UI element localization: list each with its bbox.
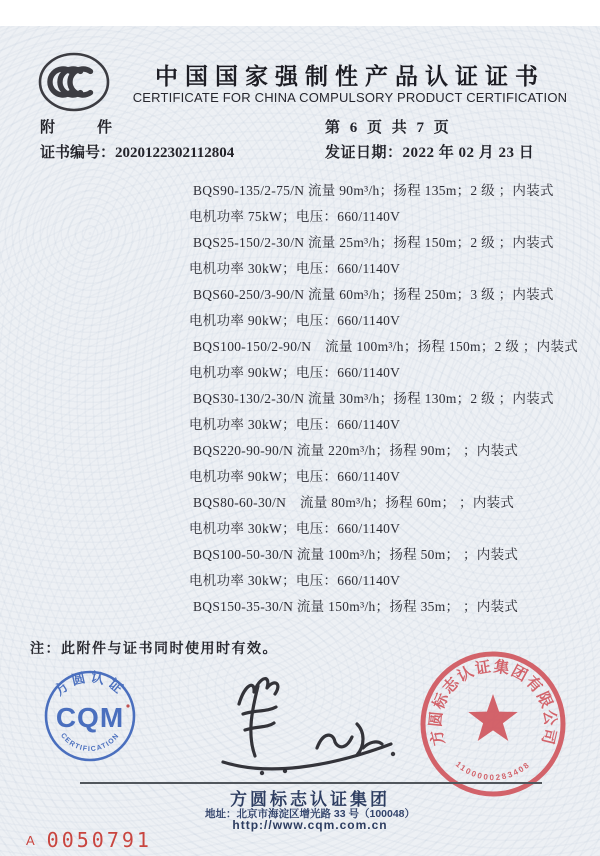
product-model-line: BQS100-150/2-90/N 流量 100m³/h；扬程 150m；2 级 ；内装式 bbox=[193, 339, 579, 354]
svg-text:1100000283408 bbox=[454, 760, 532, 782]
product-model-line: BQS80-60-30/N 流量 80m³/h；扬程 60m； ；内装式 bbox=[193, 495, 515, 510]
certificate-title-en: CERTIFICATE FOR CHINA COMPULSORY PRODUCT CERTIFICATION bbox=[132, 90, 568, 105]
product-power-line: 电机功率 30kW；电压：660/1140V bbox=[189, 521, 401, 536]
product-power-line: 电机功率 30kW；电压：660/1140V bbox=[189, 261, 401, 276]
product-model-line: BQS25-150/2-30/N 流量 25m³/h；扬程 150m；2 级 ；内装式 bbox=[193, 235, 554, 250]
certificate-number-label: 证书编号： bbox=[40, 145, 116, 161]
seal-star-icon bbox=[468, 694, 517, 741]
footer-website: http://www.cqm.com.cn bbox=[232, 818, 388, 832]
footer-divider bbox=[80, 782, 542, 784]
product-list bbox=[0, 178, 600, 620]
certificate-page bbox=[0, 26, 600, 856]
form-serial-prefix: A bbox=[26, 833, 35, 848]
product-power-line: 电机功率 90kW；电压：660/1140V bbox=[189, 365, 401, 380]
issue-date-row bbox=[325, 141, 534, 162]
cqm-logo-reg-dot bbox=[126, 704, 129, 707]
product-model-line: BQS60-250/3-90/N 流量 60m³/h；扬程 250m；3 级 ；内装式 bbox=[193, 287, 554, 302]
certificate-number-value: 2020122302112804 bbox=[115, 145, 235, 161]
signature bbox=[205, 662, 405, 777]
cqm-logo bbox=[42, 668, 138, 764]
product-power-line: 电机功率 90kW；电压：660/1140V bbox=[189, 469, 401, 484]
page-info: 第 6 页 共 7 页 bbox=[325, 120, 452, 136]
product-power-line: 电机功率 75kW；电压：660/1140V bbox=[189, 209, 401, 224]
product-model-line: BQS150-35-30/N 流量 150m³/h；扬程 35m； ；内装式 bbox=[193, 599, 519, 614]
issue-date-label: 发证日期： bbox=[325, 145, 403, 161]
form-serial-number: 0050791 bbox=[46, 828, 152, 852]
certificate-number-row bbox=[40, 141, 234, 162]
footer-address: 地址：北京市海淀区增光路 33 号（100048） bbox=[204, 808, 416, 820]
seal-serial-text: 1100000283408 bbox=[453, 759, 533, 783]
svg-text:CERTIFICATION bbox=[59, 732, 121, 753]
product-model-line: BQS100-50-30/N 流量 100m³/h；扬程 50m； ；内装式 bbox=[193, 547, 519, 562]
seal-ring-text: 方圆标志认证集团有限公司 bbox=[427, 658, 559, 748]
cqm-logo-bottom-text: CERTIFICATION bbox=[59, 732, 121, 754]
product-power-line: 电机功率 90kW；电压：660/1140V bbox=[189, 313, 401, 328]
product-model-line: BQS90-135/2-75/N 流量 90m³/h；扬程 135m；2 级 ；内装式 bbox=[193, 183, 554, 198]
product-power-line: 电机功率 30kW；电压：660/1140V bbox=[189, 573, 401, 588]
company-seal bbox=[408, 648, 578, 803]
cqm-logo-top-text: 方圆认证 bbox=[51, 669, 129, 699]
product-model-line: BQS220-90-90/N 流量 220m³/h；扬程 90m； ；内装式 bbox=[193, 443, 519, 458]
issue-date-value: 2022 年 02 月 23 日 bbox=[402, 145, 535, 161]
cqm-logo-center-text: CQM bbox=[55, 702, 125, 733]
product-power-line: 电机功率 30kW；电压：660/1140V bbox=[189, 417, 401, 432]
attachment-label: 附 件 bbox=[40, 120, 117, 136]
product-model-line: BQS30-130/2-30/N 流量 30m³/h；扬程 130m；2 级 ；内装式 bbox=[193, 391, 554, 406]
footer-company-name: 方圆标志认证集团 bbox=[230, 790, 390, 809]
validity-note: 注：此附件与证书同时使用时有效。 bbox=[30, 642, 278, 657]
form-serial bbox=[26, 828, 152, 852]
certificate-title-cn: 中国国家强制性产品认证证书 bbox=[155, 64, 545, 89]
